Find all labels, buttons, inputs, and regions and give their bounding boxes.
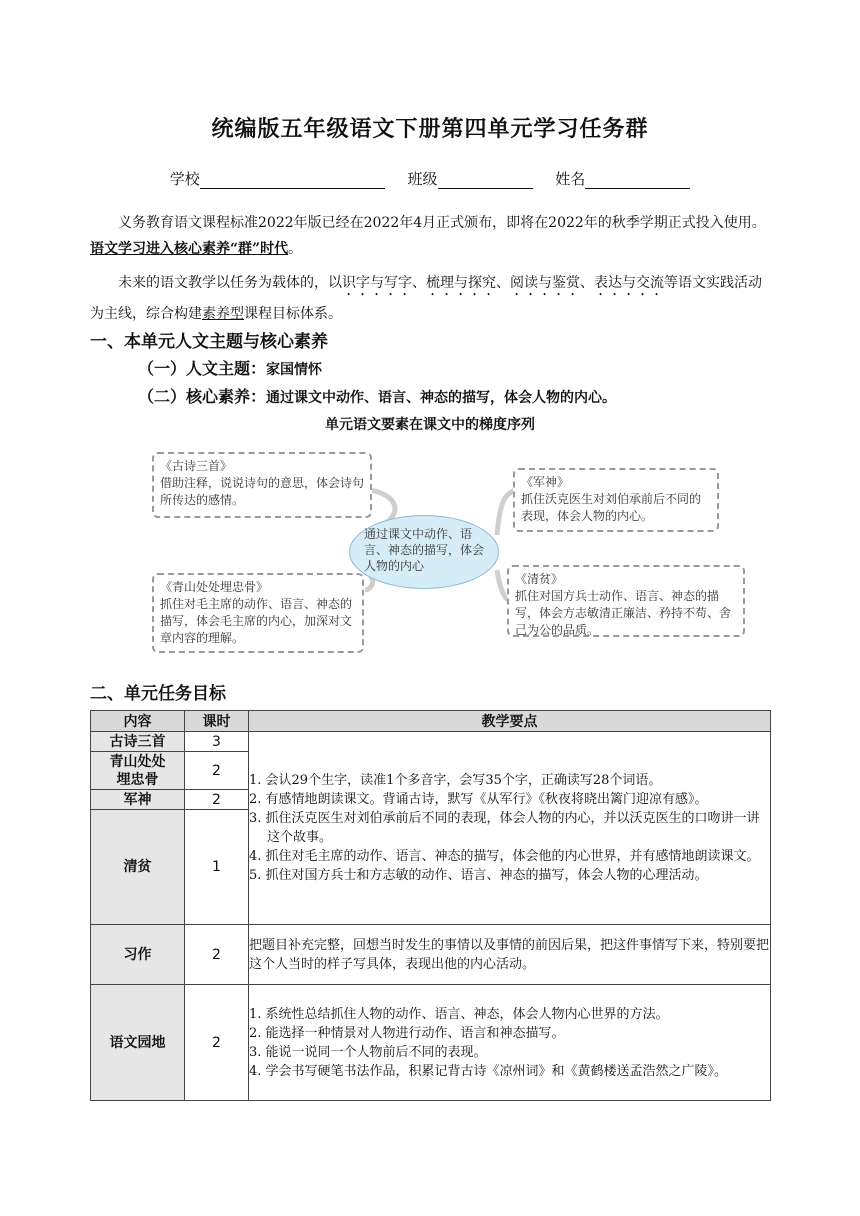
table-header-row: [91, 711, 771, 732]
intro-p2-underlined: 素养型: [202, 306, 244, 322]
literacy-label: （二）核心素养：: [138, 387, 267, 406]
intro-paragraph-1: [90, 210, 772, 262]
point-item: 5. 抓住对国方兵士和方志敏的动作、语言、神态的描写，体会人物的心理活动。: [249, 868, 708, 883]
humanistic-theme: [138, 356, 322, 379]
box-text: 抓住对毛主席的动作、语言、神态的描写，体会毛主席的内心，加深对文章内容的理解。: [160, 597, 353, 645]
mindmap-center: 通过课文中动作、语言、神态的描写，体会人物的内心: [349, 515, 499, 589]
box-title: 《清贫》: [515, 572, 564, 586]
box-text: 抓住对国方兵士动作、语言、神态的描写，体会方志敏清正廉洁、矜持不苟、舍己为公的品质。: [515, 589, 732, 637]
row-hours: 1: [185, 810, 249, 925]
point-item: 2. 有感情地朗读课文。背诵古诗，默写《从军行》《秋夜将晓出篱门迎凉有感》。: [249, 792, 708, 807]
school-blank[interactable]: [200, 172, 385, 189]
row-hours: 3: [185, 732, 249, 752]
student-info-line: [0, 168, 860, 189]
point-item: 3. 能说一说同一个人物前后不同的表现。: [249, 1044, 487, 1060]
row-hours: 2: [185, 985, 249, 1101]
name-label: 姓名: [555, 170, 586, 188]
row-content: [91, 752, 185, 790]
class-blank[interactable]: [438, 172, 533, 189]
box-title: 《古诗三首》: [160, 459, 233, 473]
task-table: [90, 710, 771, 1101]
theme-text: 家国情怀: [266, 362, 323, 378]
point-item: 3. 抓住沃克医生对刘伯承前后不同的表现，体会人物的内心，并以沃克医生的口吻讲一讲这个故事。: [249, 811, 760, 845]
class-label: 班级: [407, 170, 438, 188]
row-hours: 2: [185, 752, 249, 790]
row-points: [249, 985, 771, 1101]
mindmap-box-junshen: [513, 468, 719, 532]
intro-paragraph-2: [90, 268, 772, 329]
mindmap-box-qingshan: [152, 573, 364, 653]
row-content: 语文园地: [91, 985, 185, 1101]
intro-p2-c: 课程目标体系。: [244, 306, 342, 322]
row-hours: 2: [185, 790, 249, 810]
section2-heading: 二、单元任务目标: [90, 684, 226, 704]
school-label: 学校: [169, 170, 200, 188]
row-content: 习作: [91, 925, 185, 985]
intro-p2-a: 未来的语文教学以任务为载体的，以: [118, 275, 342, 291]
table-row: [91, 732, 771, 752]
row-content: 清贫: [91, 810, 185, 925]
point-item: 1. 会认29个生字，读准1个多音字，会写35个字，正确读写28个词语。: [249, 773, 662, 788]
intro-p1-text: 义务教育语文课程标准2022年版已经在2022年4月正式颁布，即将在2022年的秋季学期正式投入使用。: [118, 215, 766, 231]
diagram-caption: 单元语文要素在课文中的梯度序列: [325, 417, 535, 433]
mindmap-box-gushi: [152, 452, 372, 518]
literacy-text: 通过课文中动作、语言、神态的描写，体会人物的内心。: [266, 390, 617, 406]
point-item: 4. 抓住对毛主席的动作、语言、神态的描写，体会他的内心世界，并有感情地朗读课文。: [249, 849, 760, 864]
core-literacy: [138, 384, 616, 407]
row-points: [249, 732, 771, 925]
page-title: 统编版五年级语文下册第四单元学习任务群: [211, 117, 649, 142]
row-content-text: 青山处处埋忠骨: [109, 753, 166, 788]
point-item: 1. 系统性总结抓住人物的动作、语言、神态，体会人物内心世界的方法。: [249, 1006, 669, 1022]
table-row: [91, 925, 771, 985]
mindmap-box-qingpin: [507, 565, 745, 637]
intro-p2-dotted: 识字与写字、梳理与探究、阅读与鉴赏、表达与交流: [342, 275, 664, 291]
box-text: 借助注释，说说诗句的意思，体会诗句所传达的感情。: [160, 476, 365, 507]
box-title: 《军神》: [521, 475, 570, 489]
box-text: 抓住沃克医生对刘伯承前后不同的表现，体会人物的内心。: [521, 492, 702, 523]
intro-paragraphs: [90, 210, 772, 329]
point-item: 4. 学会书写硬笔书法作品，积累记背古诗《凉州词》和《黄鹤楼送孟浩然之广陵》。: [249, 1063, 728, 1079]
row-content: 军神: [91, 790, 185, 810]
table-row: [91, 985, 771, 1101]
box-title: 《青山处处埋忠骨》: [160, 580, 269, 594]
header-hours: 课时: [185, 711, 249, 732]
intro-p1-emphasis: 语文学习进入核心素养“群”时代: [90, 241, 289, 257]
name-blank[interactable]: [585, 172, 690, 189]
point-item: 把题目补充完整，回想当时发生的事情以及事情的前因后果，把这件事情写下来，特别要把这个人当时的样子写具体，表现出他的内心活动。: [249, 937, 770, 972]
point-item: 2. 能选择一种情景对人物进行动作、语言和神态描写。: [249, 1025, 565, 1041]
intro-p1-end: 。: [288, 241, 303, 257]
row-content: 古诗三首: [91, 732, 185, 752]
section1-heading: 一、本单元人文主题与核心素养: [90, 332, 328, 352]
row-points: [249, 925, 771, 985]
header-points: 教学要点: [249, 711, 771, 732]
row-hours: 2: [185, 925, 249, 985]
intro-p2-b: 等语文实践活动为主线，综合构建: [90, 275, 762, 322]
header-content: 内容: [91, 711, 185, 732]
theme-label: （一）人文主题：: [138, 359, 267, 378]
